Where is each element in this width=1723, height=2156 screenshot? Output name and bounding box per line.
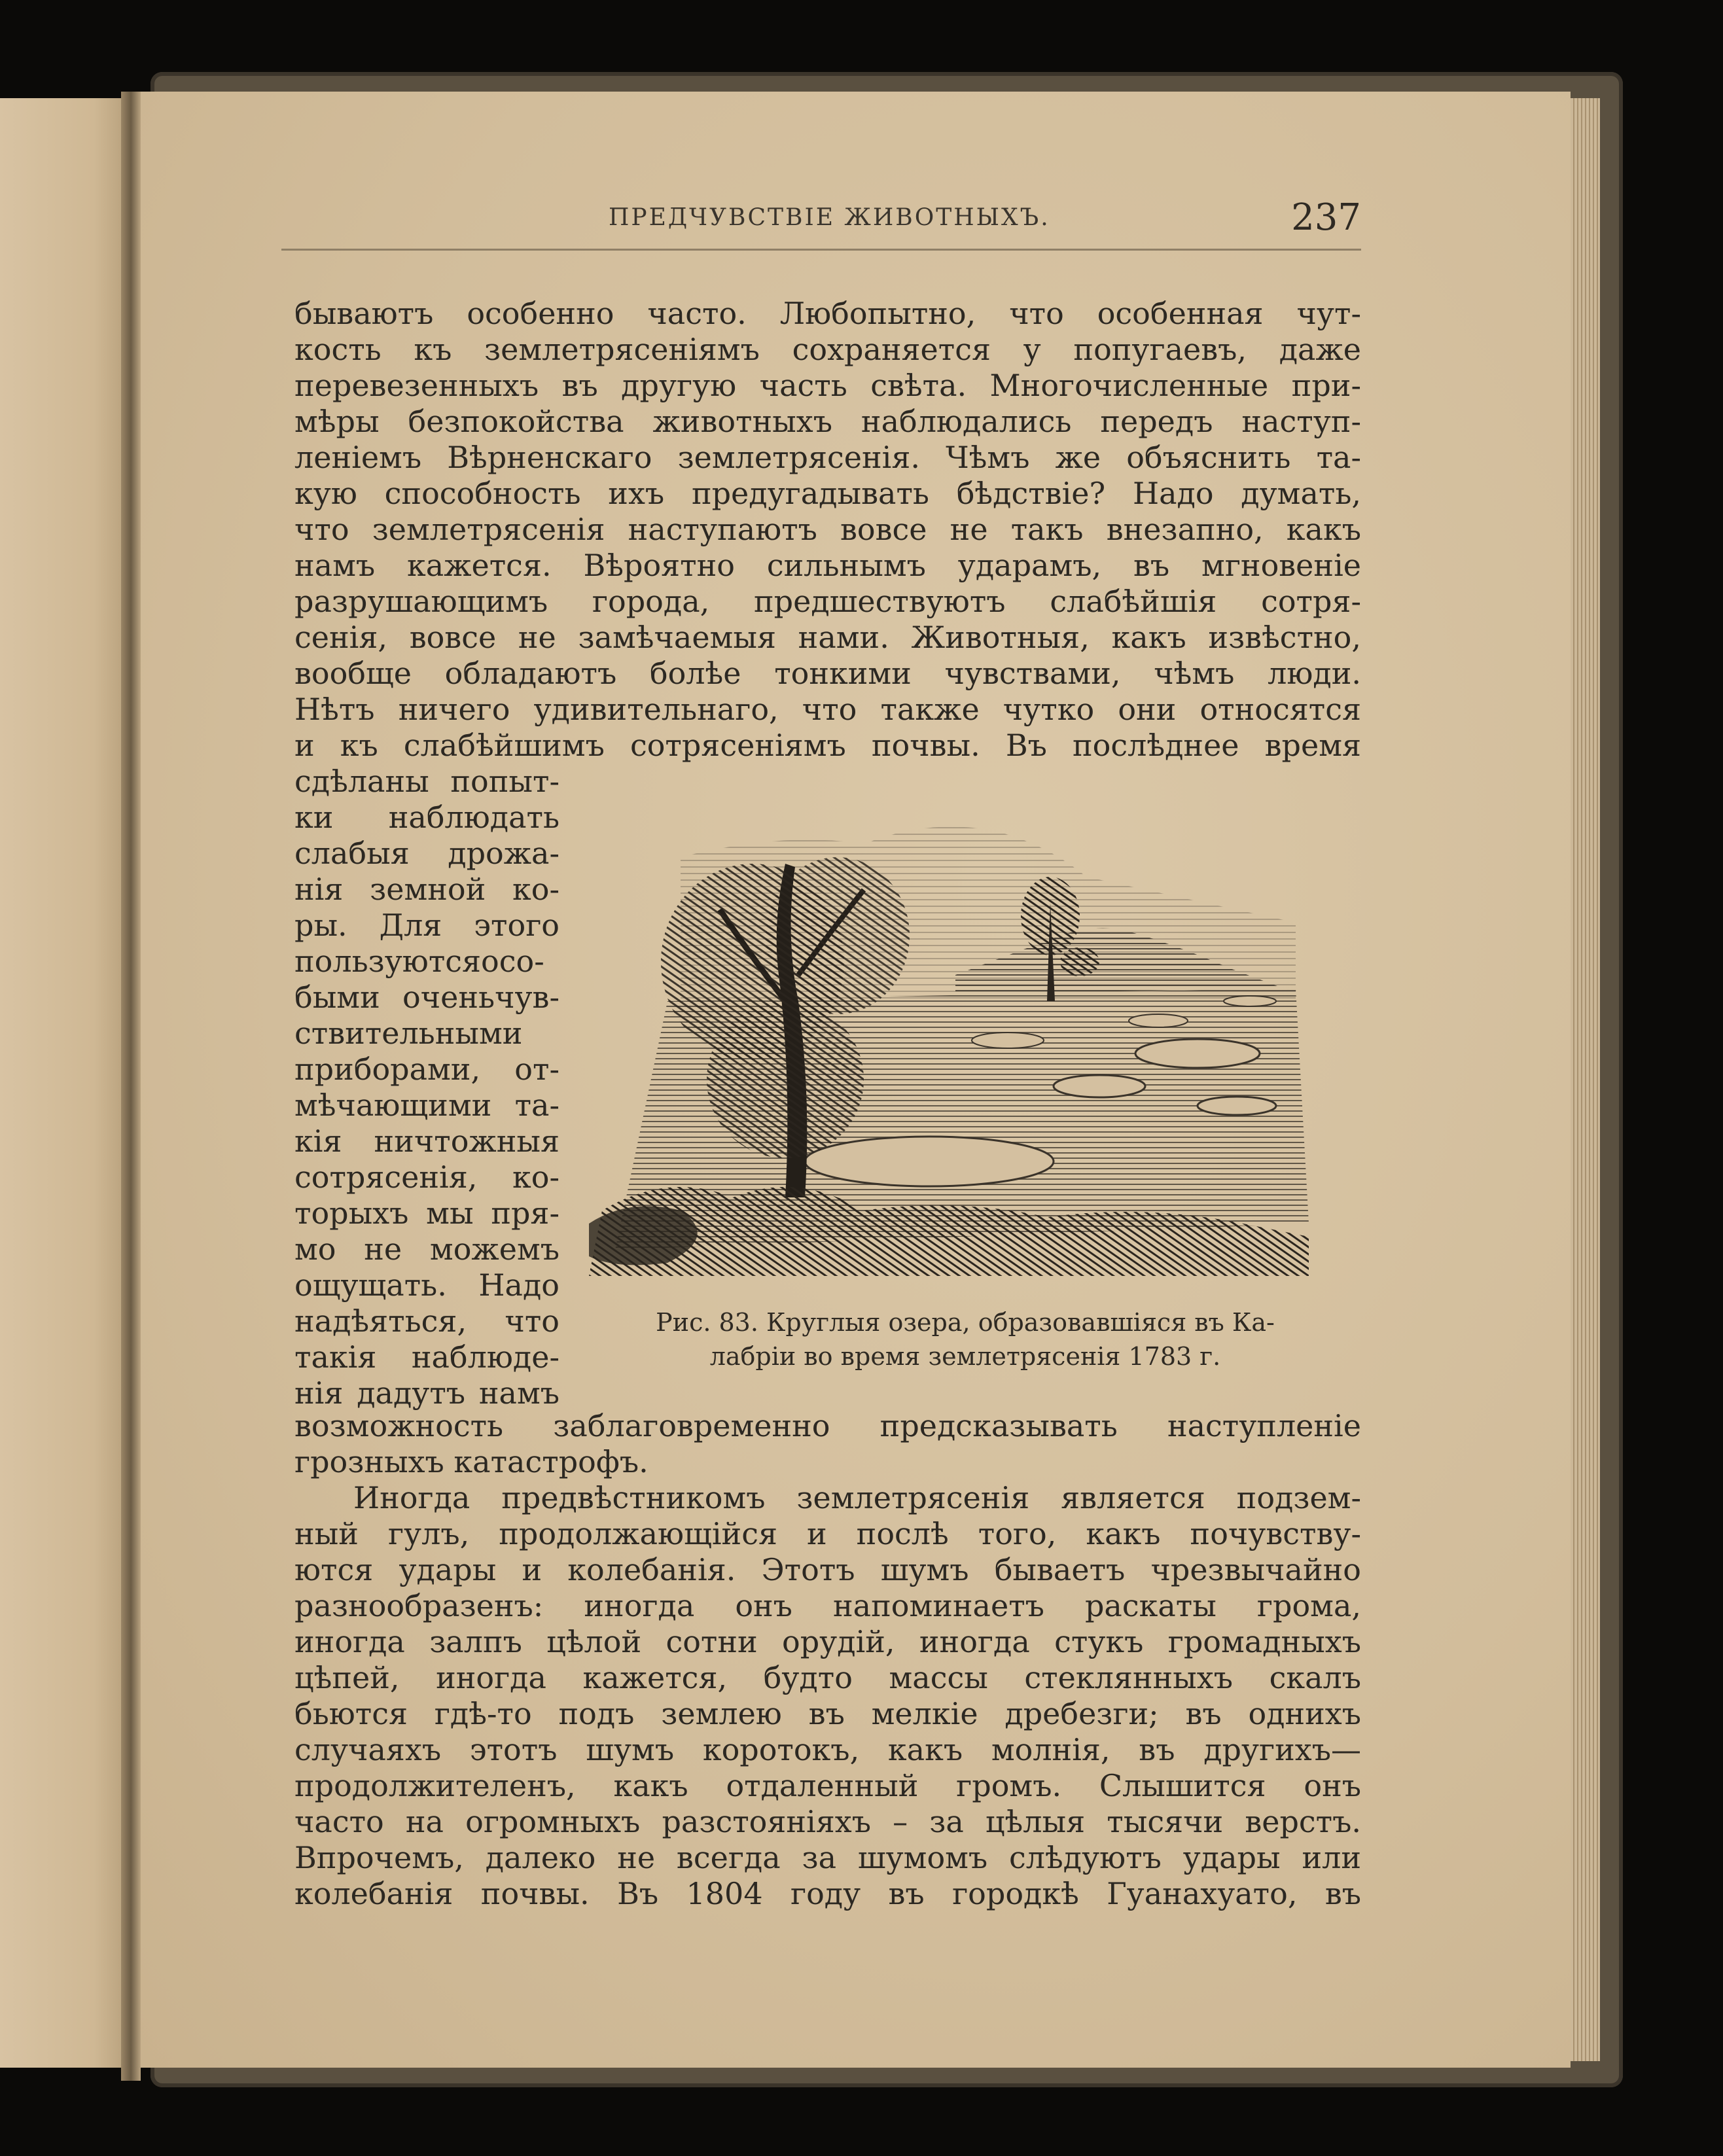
text-line: случаяхъ этотъ шумъ коротокъ, какъ молнія, въ другихъ—: [294, 1732, 1361, 1767]
text-line: ры. Для этого: [294, 908, 560, 943]
text-line: что землетрясенія наступаютъ вовсе не такъ внезапно, какъ: [294, 512, 1361, 547]
text-line: сотрясенія, ко-: [294, 1159, 560, 1195]
text-line: торыхъ мы пря-: [294, 1195, 560, 1231]
text-line: пользуютсяосо-: [294, 944, 544, 979]
text-line: Иногда предвѣстникомъ землетрясенія является подзем-: [353, 1480, 1361, 1515]
text-line: ки наблюдать: [294, 800, 560, 835]
text-line: мѣры безпокойства животныхъ наблюдались передъ наступ-: [294, 404, 1361, 439]
text-line: ются удары и колебанія. Этотъ шумъ бываетъ чрезвычайно: [294, 1552, 1361, 1587]
running-head: [281, 196, 1361, 251]
text-line: сенія, вовсе не замѣчаемыя нами. Животныя, какъ извѣстно,: [294, 620, 1361, 655]
text-line: бываютъ особенно часто. Любопытно, что особенная чут-: [294, 296, 1361, 331]
text-line: часто на огромныхъ разстояніяхъ – за цѣлыя тысячи верстъ.: [294, 1804, 1361, 1839]
text-line: возможность заблаговременно предсказывать наступленіе: [294, 1408, 1361, 1443]
text-line: кость къ землетрясеніямъ сохраняется у попугаевъ, даже: [294, 332, 1361, 367]
caption-line: Рис. 83. Круглыя озера, образовавшіяся въ Ка-: [656, 1308, 1275, 1337]
page-edges: [1571, 98, 1600, 2061]
text-line: разнообразенъ: иногда онъ напоминаетъ раскаты грома,: [294, 1588, 1361, 1623]
text-block-bottom: [294, 1408, 1361, 1912]
text-line: цѣпей, иногда кажется, будто массы стеклянныхъ скалъ: [294, 1660, 1361, 1695]
text-line: колебанія почвы. Въ 1804 году въ городкѣ Гуанахуато, въ: [294, 1876, 1361, 1911]
text-line: кія ничтожныя: [294, 1123, 560, 1159]
text-block-side: [294, 764, 560, 1411]
left-page-edge: [0, 98, 134, 2068]
text-line: мо не можемъ: [294, 1231, 560, 1267]
text-line: нія земной ко-: [294, 872, 560, 907]
text-line: сдѣланы попыт-: [294, 764, 560, 799]
text-line: надѣяться, что: [294, 1303, 560, 1339]
text-line: разрушающимъ города, предшествуютъ слабѣйшія сотря-: [294, 584, 1361, 619]
page-number: 237: [1291, 196, 1361, 239]
engraving-illustration: [589, 805, 1328, 1276]
text-line: бьются гдѣ-то подъ землею въ мелкіе дребезги; въ однихъ: [294, 1696, 1361, 1731]
text-line: слабыя дрожа-: [294, 836, 560, 871]
text-line: леніемъ Вѣрненскаго землетрясенія. Чѣмъ же объяснить та-: [294, 440, 1361, 475]
text-line: ный гулъ, продолжающійся и послѣ того, какъ почувству-: [294, 1516, 1361, 1551]
text-line: кую способность ихъ предугадывать бѣдствіе? Надо думать,: [294, 476, 1361, 511]
text-block-top: [294, 296, 1361, 764]
text-line: продолжителенъ, какъ отдаленный громъ. Слышится онъ: [294, 1768, 1361, 1803]
text-line: перевезенныхъ въ другую часть свѣта. Многочисленные при-: [294, 368, 1361, 403]
text-line: намъ кажется. Вѣроятно сильнымъ ударамъ, въ мгновеніе: [294, 548, 1361, 583]
book-gutter: [121, 92, 141, 2081]
text-line: Впрочемъ, далеко не всегда за шумомъ слѣдуютъ удары или: [294, 1840, 1361, 1875]
text-line: вообще обладаютъ болѣе тонкими чувствами, чѣмъ люди.: [294, 656, 1361, 691]
text-line: ощущать. Надо: [294, 1267, 560, 1303]
text-line: грозныхъ катастрофъ.: [294, 1444, 648, 1479]
running-head-title: ПРЕДЧУВСТВІЕ ЖИВОТНЫХЪ.: [609, 204, 1050, 231]
text-line: такія наблюде-: [294, 1339, 560, 1375]
text-line: нія дадутъ намъ: [294, 1375, 560, 1411]
text-line: иногда залпъ цѣлой сотни орудій, иногда стукъ громадныхъ: [294, 1624, 1361, 1659]
text-line: приборами, от-: [294, 1051, 560, 1087]
text-line: Нѣтъ ничего удивительнаго, что также чутко они относятся: [294, 692, 1361, 727]
text-line: быми оченьчув-: [294, 980, 560, 1015]
caption-line: лабріи во время землетрясенія 1783 г.: [709, 1342, 1221, 1371]
text-line: и къ слабѣйшимъ сотрясеніямъ почвы. Въ послѣднее время: [294, 728, 1361, 763]
text-line: ствительными: [294, 1016, 523, 1051]
text-line: мѣчающими та-: [294, 1087, 560, 1123]
figure-caption: [602, 1305, 1328, 1373]
